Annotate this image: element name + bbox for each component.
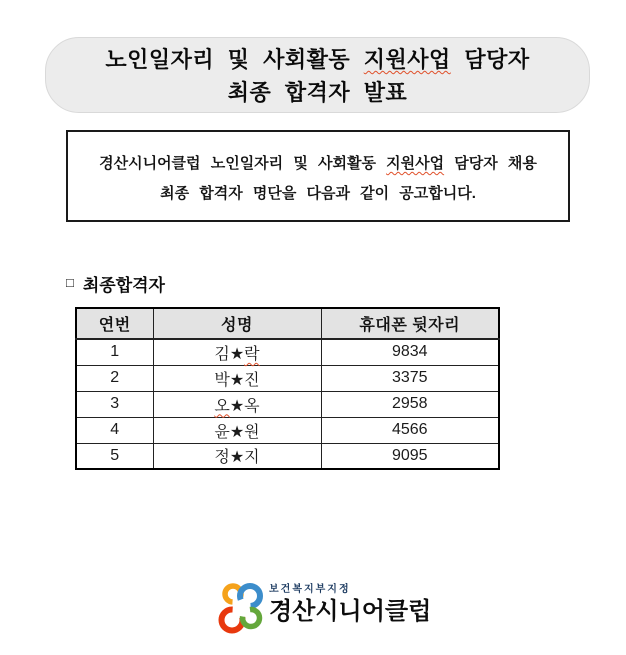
name-text: 정★지 xyxy=(214,449,260,467)
cell-no: 3 xyxy=(76,391,153,417)
notice-line-2: 최종 합격자 명단을 다음과 같이 공고합니다. xyxy=(160,185,476,202)
cell-name xyxy=(153,443,321,469)
name-text: 김★ xyxy=(214,345,245,363)
cell-phone: 4566 xyxy=(321,417,499,443)
header-name: 성명 xyxy=(153,308,321,339)
notice-text-post: 담당자 채용 xyxy=(444,155,537,172)
table-row xyxy=(76,443,499,469)
square-bullet-icon: □ xyxy=(66,275,74,290)
petal-blue xyxy=(240,586,260,606)
header-phone: 휴대폰 뒷자리 xyxy=(321,308,499,339)
header-no: 연번 xyxy=(76,308,153,339)
title-banner xyxy=(45,37,590,113)
logo-org-name: 경산시니어클럽 xyxy=(269,598,432,625)
cell-no: 1 xyxy=(76,339,153,365)
section-heading-label: 최종합격자 xyxy=(82,276,165,295)
table-row xyxy=(76,417,499,443)
table-row xyxy=(76,339,499,365)
cell-phone: 9834 xyxy=(321,339,499,365)
title-text-pre: 노인일자리 및 사회활동 xyxy=(105,47,364,72)
cell-name xyxy=(153,391,321,417)
name-text: 박★진 xyxy=(214,371,260,389)
notice-text-misspelled: 지원사업 xyxy=(386,155,445,172)
final-pass-table xyxy=(75,307,500,470)
cell-name xyxy=(153,365,321,391)
title-text-post: 담당자 xyxy=(450,47,530,72)
cell-no: 4 xyxy=(76,417,153,443)
title-line-1 xyxy=(46,43,589,76)
table-header-row xyxy=(76,308,499,339)
table-row xyxy=(76,391,499,417)
cell-phone: 2958 xyxy=(321,391,499,417)
logo-text-block xyxy=(269,582,431,626)
section-heading xyxy=(66,271,165,296)
club-logo-flower-icon xyxy=(218,582,264,634)
notice-line-1 xyxy=(68,149,568,179)
cell-no: 5 xyxy=(76,443,153,469)
name-text: 윤★원 xyxy=(214,423,260,441)
name-text-post: ★옥 xyxy=(229,397,260,415)
notice-text-pre: 경산시니어클럽 노인일자리 및 사회활동 xyxy=(99,155,387,172)
logo-certification-text: 보건복지부지정 xyxy=(269,584,351,595)
notice-box xyxy=(66,130,570,222)
cell-phone: 3375 xyxy=(321,365,499,391)
org-logo xyxy=(218,582,431,634)
petal-red xyxy=(222,610,243,631)
petal-green xyxy=(243,610,260,627)
cell-phone: 9095 xyxy=(321,443,499,469)
cell-name xyxy=(153,339,321,365)
cell-name xyxy=(153,417,321,443)
table-row xyxy=(76,365,499,391)
cell-no: 2 xyxy=(76,365,153,391)
title-line-2: 최종 합격자 발표 xyxy=(227,80,408,105)
title-text-misspelled: 지원사업 xyxy=(363,47,451,72)
name-text-misspelled: 락 xyxy=(244,345,260,363)
name-text-misspelled: 오 xyxy=(214,397,230,415)
